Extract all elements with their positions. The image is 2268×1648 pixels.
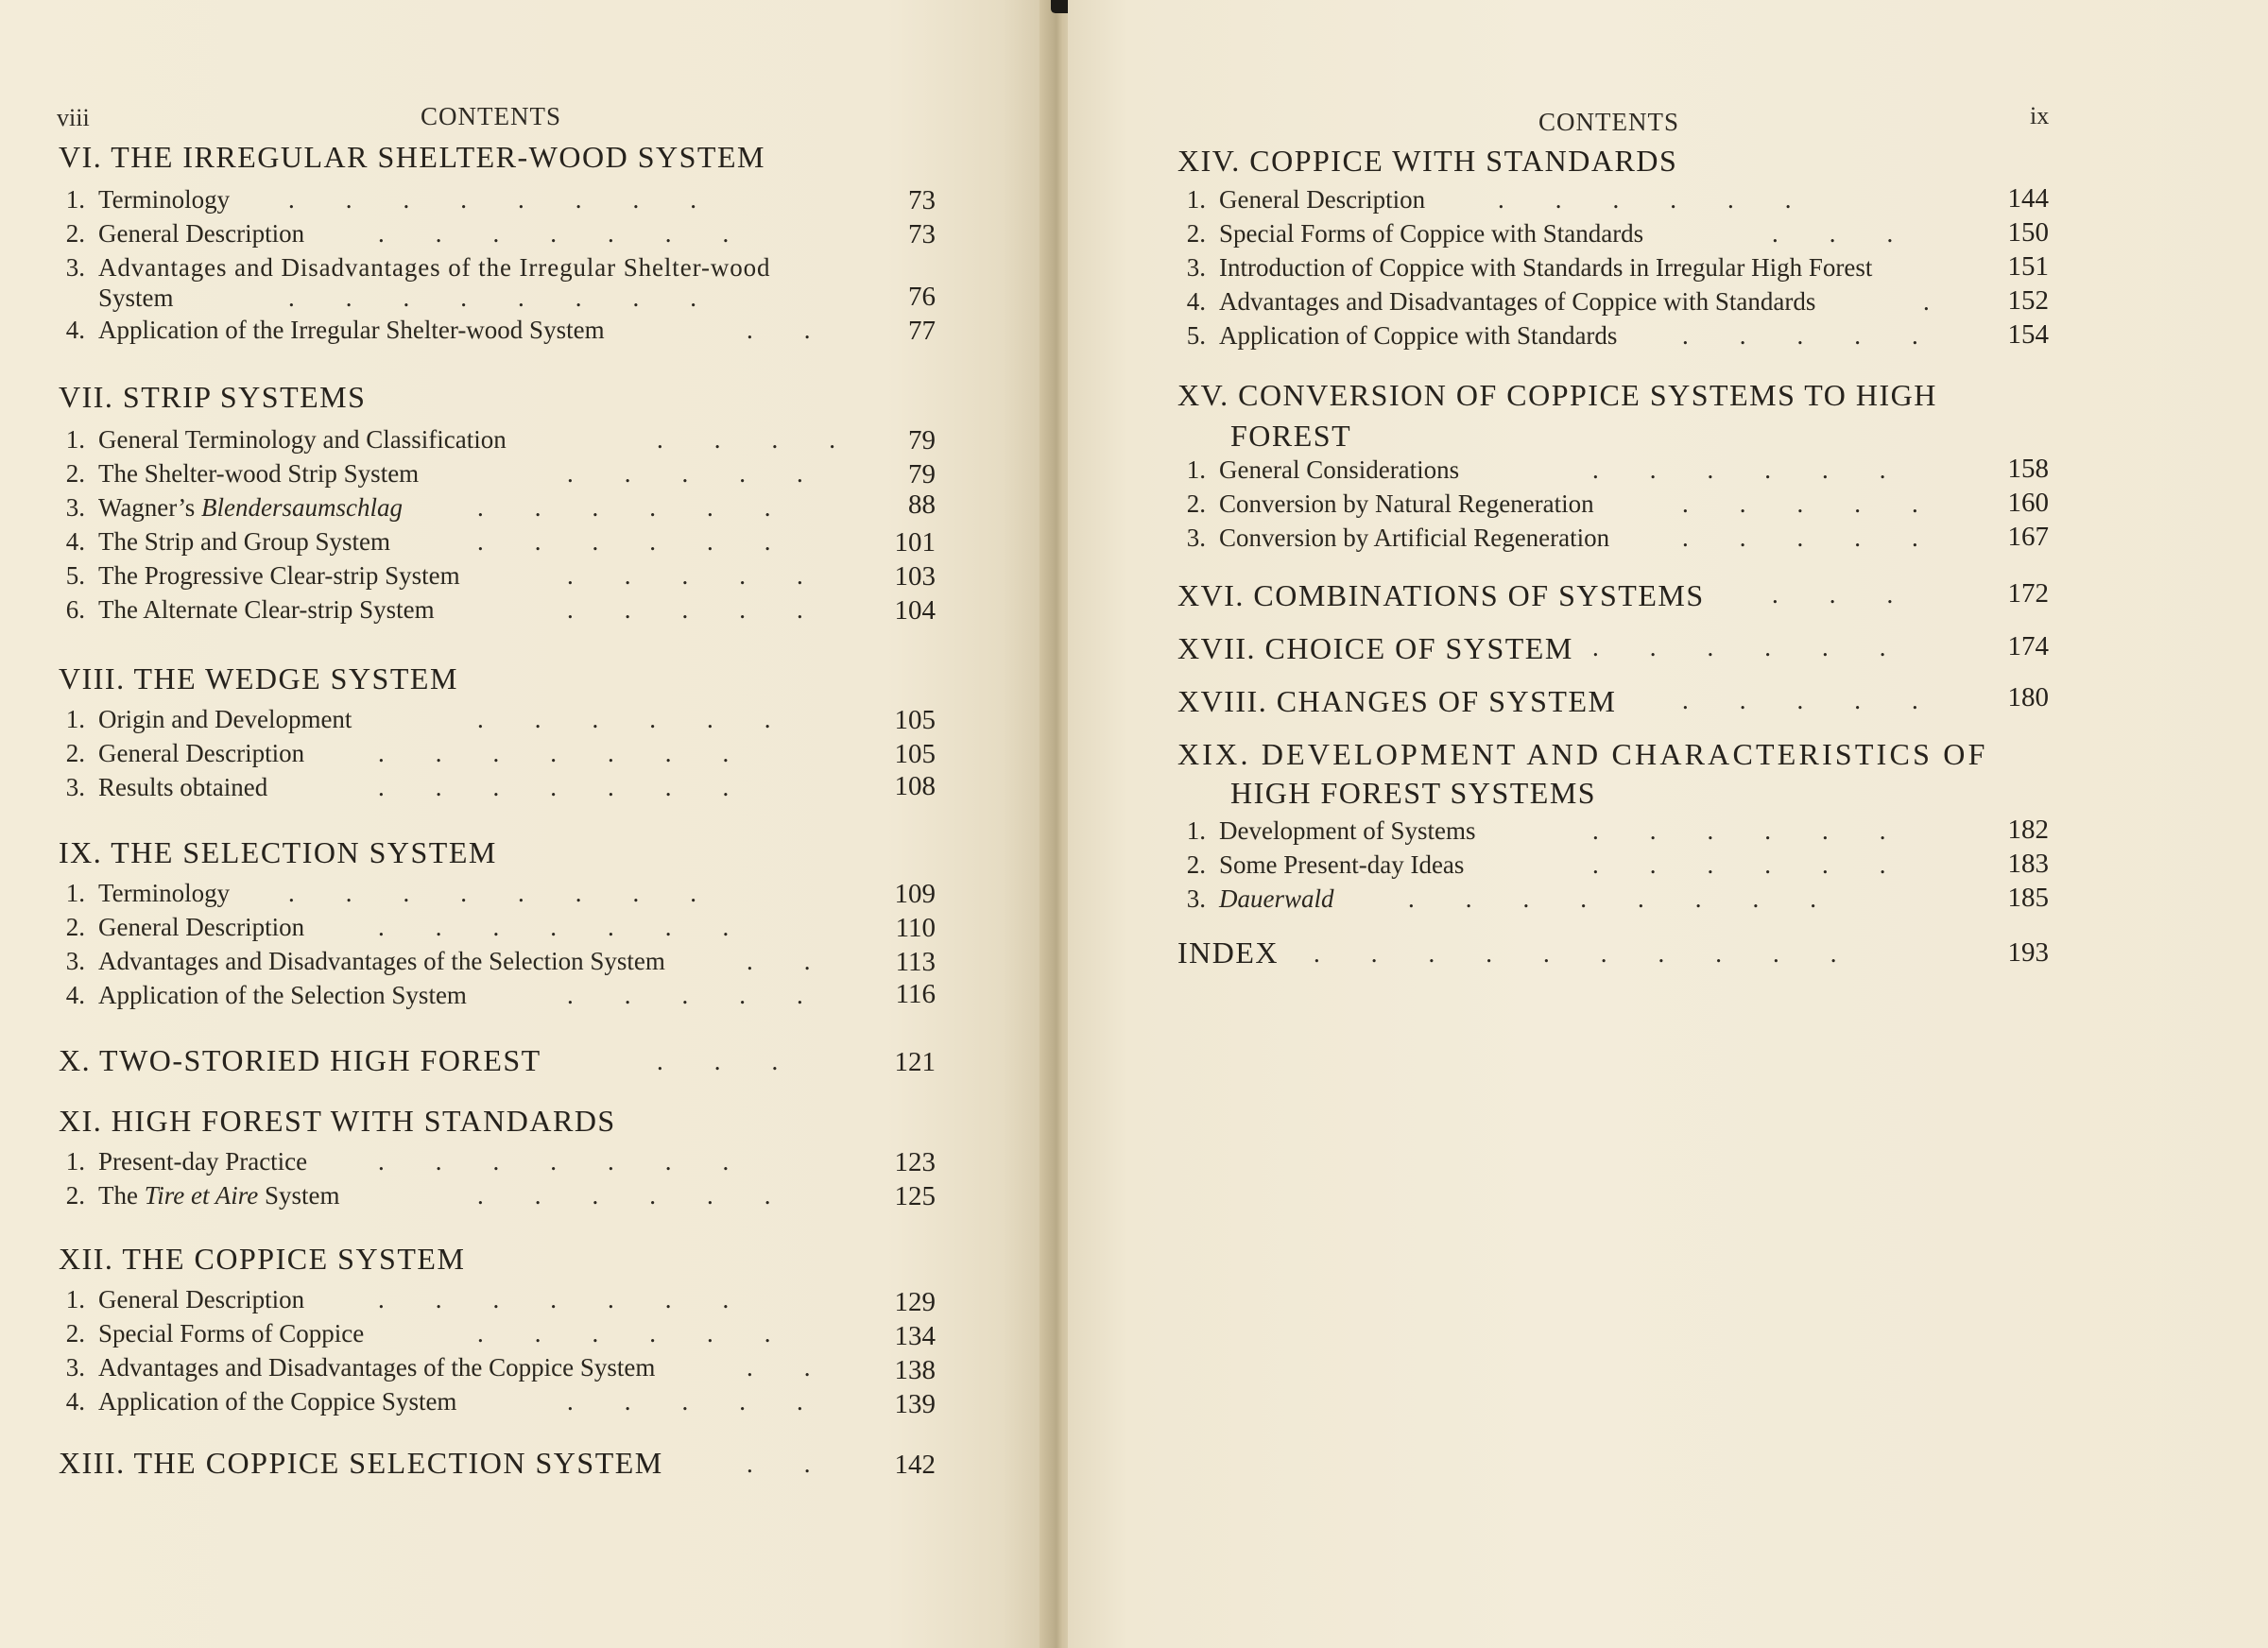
dot-leader: . . . . . [567,459,803,488]
page-number: 110 [895,913,936,943]
page-number: 193 [2007,937,2049,968]
page-number: 142 [894,1450,936,1480]
folio-left: viii [57,104,90,131]
toc-entry [49,773,267,802]
toc-entry [49,913,304,942]
entry-number: 5. [65,561,85,590]
entry-number: 2. [1186,489,1206,518]
entry-number: 3. [1186,253,1206,282]
entry-text: The Progressive Clear-strip System [98,561,460,590]
page-number: 113 [895,947,936,977]
entry-number: 4. [65,1387,85,1416]
dot-leader: . . . . . . . [378,1285,730,1313]
entry-number: 3. [1186,884,1206,913]
entry-text-italic: Blendersaumschlag [201,493,404,522]
entry-number: 2. [65,459,85,488]
entry-number: 1. [1186,816,1206,845]
toc-entry [1170,850,1464,880]
dot-leader: . . . . . . . . [288,283,696,312]
page-number: 150 [2007,217,2049,248]
dot-leader: . . . . . [1682,686,1918,714]
dot-leader: . . . . [657,425,835,454]
toc-entry [49,1353,655,1382]
page-number: 105 [894,739,936,769]
toc-entry [49,459,419,489]
folio-right: ix [2030,102,2050,129]
dot-leader: . . . . . . . [378,773,730,801]
page-number: 167 [2007,522,2049,552]
chapter-title: IX. THE SELECTION SYSTEM [59,835,497,869]
dot-leader: . . . . . . . . [1408,884,1816,913]
chapter-title-line-1: XIX. DEVELOPMENT AND CHARACTERISTICS OF [1177,737,1988,771]
toc-entry [49,219,304,249]
chapter-title: XVIII. CHANGES OF SYSTEM [1177,684,1617,718]
page-number: 139 [894,1389,936,1419]
dot-leader: . . . [1772,219,1894,248]
left-page [0,0,1044,1648]
running-head-left: CONTENTS [421,102,561,130]
entry-number: 2. [65,1319,85,1348]
entry-text-after: System [264,1181,340,1210]
entry-text: General Terminology and Classification [98,425,507,454]
entry-text: Advantages and Disadvantages of the Irregular Shelter-wood [98,253,771,282]
toc-entry [49,1147,307,1176]
page-number: 109 [894,879,936,909]
page-number: 182 [2007,815,2049,845]
entry-number: 3. [65,493,85,522]
chapter-title [1177,737,1988,811]
toc-entry [49,253,770,283]
toc-entry [49,1319,364,1348]
toc-entry [1170,524,1609,553]
toc-entry [1170,489,1594,519]
entry-text: General Description [98,1285,305,1313]
page-number: 77 [908,316,936,346]
dot-leader: . . . . . [567,595,803,624]
entry-number: 2. [65,739,85,767]
chapter-title: XII. THE COPPICE SYSTEM [59,1242,466,1276]
entry-number: 4. [65,527,85,556]
entry-text: General Description [98,913,305,941]
entry-number: 1. [65,705,85,733]
entry-text: Application of the Selection System [98,981,467,1009]
entry-number: 1. [65,879,85,907]
toc-entry [1170,321,1617,351]
toc-entry [1170,185,1425,215]
page-number: 129 [894,1287,936,1317]
dot-leader: . . . [1772,580,1894,609]
dot-leader: . . . . . [567,1387,803,1416]
toc-entry [49,705,352,734]
entry-number: 2. [65,1181,85,1210]
entry-text: Some Present-day Ideas [1219,850,1465,879]
dot-leader: . . . . . . . . [288,185,696,214]
dot-leader: . . . . . . [1592,455,1886,484]
entry-text: The Alternate Clear-strip System [98,595,435,624]
toc-entry [1170,219,1643,249]
entry-number: 5. [1186,321,1206,350]
chapter-title-line-2: HIGH FOREST SYSTEMS [1230,776,1597,810]
entry-text: The [98,1181,138,1210]
running-head-right: CONTENTS [1538,108,1679,136]
page-number: 174 [2007,631,2049,661]
entry-number: 2. [65,219,85,248]
page-number: 79 [908,459,936,489]
page-number: 134 [894,1321,936,1351]
toc-entry [49,425,507,455]
toc-entry [1170,253,1872,283]
chapter-title: XIV. COPPICE WITH STANDARDS [1177,144,1678,178]
entry-number: 1. [65,1147,85,1176]
toc-entry [49,947,665,976]
entry-text-continued: System [98,283,174,312]
dot-leader: . . . . . . . [378,219,730,248]
right-page [1068,0,2268,1648]
entry-number: 6. [65,595,85,624]
dot-leader: . . . . . . . . [288,879,696,907]
page-number: 160 [2007,488,2049,518]
page-number: 79 [908,425,936,455]
entry-text: General Description [98,739,305,767]
dot-leader: . . [747,1450,811,1478]
toc-entry [49,561,460,591]
toc-entry [1170,455,1459,485]
dot-leader: . . [747,1353,811,1382]
entry-number: 1. [1186,455,1206,484]
dot-leader: . . . . . . . . . . [1314,939,1837,968]
page-number: 116 [895,979,936,1009]
entry-number: 1. [1186,185,1206,214]
chapter-title: INDEX [1177,936,1280,970]
entry-text: Origin and Development [98,705,352,733]
dot-leader: . . . [657,1047,779,1075]
page-number: 172 [2007,578,2049,609]
entry-text: Special Forms of Coppice with Standards [1219,219,1644,248]
chapter-title: XI. HIGH FOREST WITH STANDARDS [59,1104,616,1138]
dot-leader: . . . . . [1682,321,1918,350]
toc-entry [49,493,403,523]
dot-leader: . [1923,287,1930,316]
entry-number: 4. [65,981,85,1009]
page-number: 101 [894,527,936,558]
toc-entry [1170,287,1815,317]
page-number: 121 [894,1047,936,1077]
dot-leader: . . . . . [1682,489,1918,518]
dot-leader: . . . . . . [1498,185,1792,214]
chapter-title: VI. THE IRREGULAR SHELTER-WOOD SYSTEM [59,140,765,174]
toc-entry [1170,816,1475,846]
page-number: 151 [2007,251,2049,282]
page-number: 108 [894,771,936,801]
page-number: 138 [894,1355,936,1385]
entry-text: General Description [1219,185,1426,214]
entry-text-italic: Tire et Aire [144,1181,259,1210]
dot-leader: . . . . . . [477,1181,771,1210]
entry-text: Advantages and Disadvantages of the Coppice System [98,1353,656,1382]
entry-number: 4. [1186,287,1206,316]
entry-text: General Considerations [1219,455,1460,484]
chapter-title-line-2: FOREST [1230,419,1352,453]
entry-text: Terminology [98,185,231,214]
chapter-title [1177,378,1937,454]
page-number: 76 [908,282,936,312]
entry-text: Conversion by Natural Regeneration [1219,489,1594,518]
dot-leader: . . . . . [567,981,803,1009]
entry-text: The Shelter-wood Strip System [98,459,420,488]
chapter-title: XIII. THE COPPICE SELECTION SYSTEM [59,1446,663,1480]
entry-text: General Description [98,219,305,248]
entry-text: The Strip and Group System [98,527,390,556]
page-number: 103 [894,561,936,592]
chapter-title: X. TWO-STORIED HIGH FOREST [59,1043,541,1077]
toc-entry [49,527,390,557]
dot-leader: . . [747,316,811,344]
toc-entry [49,981,467,1010]
dot-leader: . . . . . . [477,705,771,733]
toc-entry [49,1285,304,1314]
toc-entry [49,595,435,625]
chapter-title: XVI. COMBINATIONS OF SYSTEMS [1177,578,1705,612]
dot-leader: . . . . . [1682,524,1918,552]
toc-entry [49,1387,456,1416]
entry-text: Application of the Coppice System [98,1387,457,1416]
page-number: 158 [2007,454,2049,484]
entry-text: Terminology [98,879,231,907]
page-number: 105 [894,705,936,735]
entry-text: Results obtained [98,773,268,801]
toc-entry [49,879,230,908]
toc-entry [49,185,230,215]
dot-leader: . . [747,947,811,975]
page-number: 180 [2007,682,2049,712]
dot-leader: . . . . . . [1592,850,1886,879]
page-number: 73 [908,185,936,215]
toc-entry [49,316,605,345]
toc-entry [49,1181,340,1210]
dot-leader: . . . . . . [477,493,771,522]
dot-leader: . . . . . . . [378,1147,730,1176]
entry-number: 4. [65,316,85,344]
dot-leader: . . . . . . [477,1319,771,1348]
page-number: 73 [908,219,936,249]
chapter-title: VII. STRIP SYSTEMS [59,380,367,414]
page-number: 144 [2007,183,2049,214]
page-number: 152 [2007,285,2049,316]
entry-text: Development of Systems [1219,816,1476,845]
toc-entry [1170,884,1334,914]
entry-text: Advantages and Disadvantages of the Selection System [98,947,665,975]
dot-leader: . . . . . . [1592,816,1886,845]
chapter-title-line-1: XV. CONVERSION OF COPPICE SYSTEMS TO HIGH [1177,378,1937,412]
chapter-title: VIII. THE WEDGE SYSTEM [59,661,458,695]
entry-number: 1. [65,185,85,214]
page-number: 123 [894,1147,936,1177]
entry-number: 1. [65,425,85,454]
entry-text: Present-day Practice [98,1147,308,1176]
entry-number: 3. [65,773,85,801]
entry-number: 2. [65,913,85,941]
entry-text-italic: Dauerwald [1219,884,1334,913]
page-number: 88 [908,489,936,520]
entry-number: 2. [1186,219,1206,248]
entry-text: Advantages and Disadvantages of Coppice with Standards [1219,287,1816,316]
entry-number: 1. [65,1285,85,1313]
entry-number: 3. [65,1353,85,1382]
entry-number: 3. [65,947,85,975]
entry-text: Conversion by Artificial Regeneration [1219,524,1610,552]
page-number: 185 [2007,883,2049,913]
entry-number: 3. [1186,524,1206,552]
entry-text: Special Forms of Coppice [98,1319,365,1348]
entry-text: Application of the Irregular Shelter-wood System [98,316,605,344]
entry-text: Application of Coppice with Standards [1219,321,1618,350]
entry-text: Wagner’s [98,493,196,522]
entry-number: 2. [1186,850,1206,879]
toc-entry [49,739,304,768]
entry-text: Introduction of Coppice with Standards in Irregular High Forest [1219,253,1873,282]
dot-leader: . . . . . . [477,527,771,556]
dot-leader: . . . . . . . [378,739,730,767]
dot-leader: . . . . . . [1592,633,1886,661]
chapter-title: XVII. CHOICE OF SYSTEM [1177,631,1573,665]
page-number: 183 [2007,849,2049,879]
page-number: 104 [894,595,936,626]
page-number: 125 [894,1181,936,1211]
dot-leader: . . . . . . . [378,913,730,941]
entry-number: 3. [65,253,85,282]
dot-leader: . . . . . [567,561,803,590]
page-number: 154 [2007,319,2049,350]
